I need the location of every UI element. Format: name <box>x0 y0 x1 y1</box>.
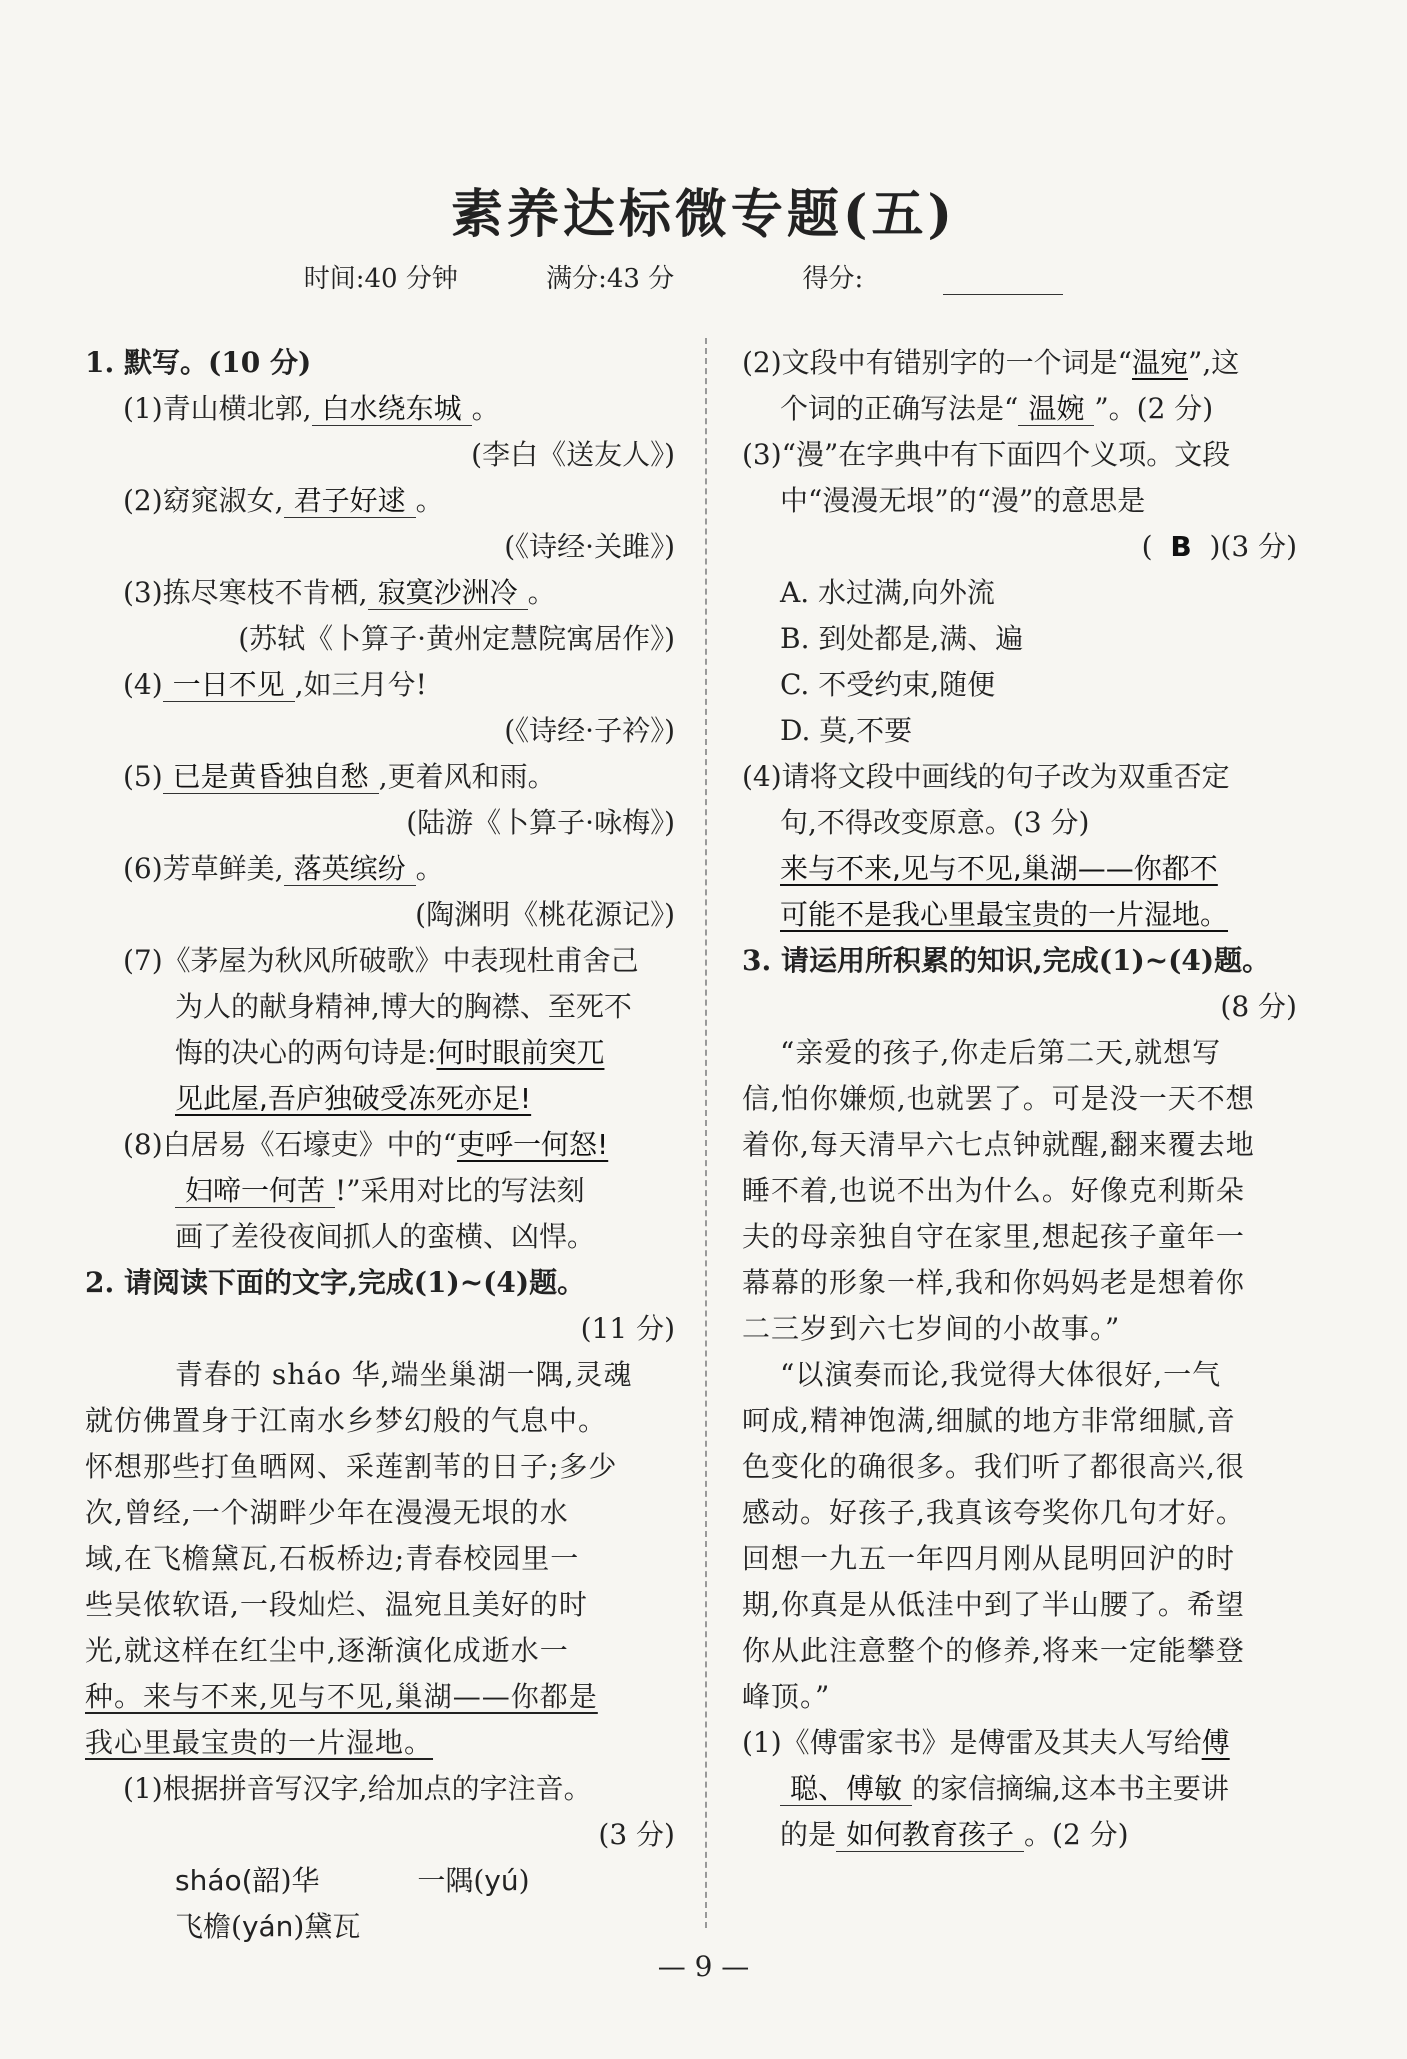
q1-2-source: (《诗经·关雎》) <box>504 530 675 563</box>
q1-8-answer-b: 妇啼一何苦 <box>175 1174 335 1208</box>
q2-passage-line: 些吴侬软语,一段灿烂、温宛且美好的时 <box>85 1588 588 1621</box>
q3-passage-line: 你从此注意整个的修养,将来一定能攀登 <box>742 1634 1245 1667</box>
q1-2-post: 。 <box>415 484 444 517</box>
q3-passage-line: 感动。好孩子,我真该夸奖你几句才好。 <box>742 1496 1245 1529</box>
q2-passage-line: 怀想那些打鱼晒网、采莲割苇的日子;多少 <box>85 1450 618 1483</box>
q1-8-line-1 <box>85 1122 675 1168</box>
q1-7-answer-b: 见此屋,吾庐独破受冻死亦足! <box>175 1082 532 1115</box>
q2-sub2-points: ”。(2 分) <box>1094 392 1214 425</box>
q1-item-4 <box>85 662 675 708</box>
q1-3-answer: 寂寞沙洲冷 <box>368 576 528 610</box>
q3-passage-line: 期,你真是从低洼中到了半山腰了。希望 <box>742 1588 1245 1621</box>
q1-8-line-2 <box>85 1168 675 1214</box>
q1-4-source: (《诗经·子衿》) <box>504 714 675 747</box>
q1-1-answer: 白水绕东城 <box>312 392 472 426</box>
q1-7-line-2: 为人的献身精神,博大的胸襟、至死不 <box>175 990 632 1023</box>
q2-sub1-row-2 <box>85 1904 675 1950</box>
score-label: 得分: <box>802 264 864 294</box>
q2-sub4-line-1: (4)请将文段中画线的句子改为双重否定 <box>742 760 1230 793</box>
q1-item-3 <box>85 570 675 616</box>
column-divider <box>705 338 707 1928</box>
q2-passage-line: 光,就这样在红尘中,逐渐演化成逝水一 <box>85 1634 569 1667</box>
q2-passage-underlined-line: 种。来与不来,见与不见,巢湖——你都是 <box>85 1680 598 1713</box>
q1-5-text: (5) <box>123 760 163 793</box>
q1-5-source: (陆游《卜算子·咏梅》) <box>406 806 675 839</box>
q2-passage-line: 域,在飞檐黛瓦,石板桥边;青春校园里一 <box>85 1542 580 1575</box>
q2-sub2-wrong-word: 温宛 <box>1131 346 1188 379</box>
q2-passage-line: 就仿佛置身于江南水乡梦幻般的气息中。 <box>85 1404 608 1437</box>
q2-sub1-points: (3 分) <box>598 1818 675 1851</box>
q1-item-6 <box>85 846 675 892</box>
full-score: 满分:43 分 <box>546 264 675 294</box>
q1-7-answer-a: 何时眼前突兀 <box>436 1036 605 1069</box>
q1-heading: 1. 默写。(10 分) <box>85 346 312 379</box>
q1-1-text: (1)青山横北郭, <box>123 392 312 425</box>
q2-sub3-line-2: 中“漫漫无垠”的“漫”的意思是 <box>780 484 1146 517</box>
q3-sub1-points: 。(2 分) <box>1024 1818 1129 1851</box>
q2-sub1-a-post: )华 <box>280 1864 320 1897</box>
q2-passage <box>85 1352 675 1766</box>
q2-sub1-c-answer: yán <box>241 1910 294 1943</box>
q1-item-5 <box>85 754 675 800</box>
q1-8-prompt: (8)白居易《石壕吏》中的“ <box>123 1128 457 1161</box>
q1-1-source: (李白《送友人》) <box>471 438 675 471</box>
q1-8-post: !”采用对比的写法刻 <box>335 1174 585 1207</box>
q1-3-text: (3)拣尽寒枝不肯栖, <box>123 576 368 609</box>
q2-sub1-a-answer: 韶 <box>252 1864 281 1897</box>
q2-sub1-a-pinyin: sháo( <box>175 1864 253 1897</box>
q1-3-source: (苏轼《卜算子·黄州定慧院寓居作》) <box>238 622 675 655</box>
q1-1-post: 。 <box>471 392 500 425</box>
q3-passage-line: 峰顶。” <box>742 1680 831 1713</box>
q3-sub1-line-3 <box>742 1812 1297 1858</box>
q1-4-answer: 一日不见 <box>163 668 295 702</box>
q1-8-line-3: 画了差役夜间抓人的蛮横、凶悍。 <box>175 1220 596 1253</box>
q3-passage-line: 睡不着,也说不出为什么。好像克利斯朵 <box>742 1174 1245 1207</box>
right-column <box>742 340 1297 1858</box>
q1-5-post: ,更着风和雨。 <box>378 760 556 793</box>
q2-sub1-c-word: 飞檐( <box>175 1910 242 1943</box>
q2-sub3-line-1: (3)“漫”在字典中有下面四个义项。文段 <box>742 438 1231 471</box>
q2-passage-line: 次,曾经,一个湖畔少年在漫漫无垠的水 <box>85 1496 569 1529</box>
time-limit: 时间:40 分钟 <box>303 264 458 294</box>
q1-7-line-4 <box>85 1076 675 1122</box>
q3-sub1-line-1 <box>742 1720 1297 1766</box>
q2-sub1-b-answer: yú <box>484 1864 519 1897</box>
score-field <box>762 264 1103 294</box>
q1-7-prompt: 悔的决心的两句诗是: <box>175 1036 437 1069</box>
q2-sub3-option-c: C. 不受约束,随便 <box>780 668 996 701</box>
q3-passage-line: 回想一九五一年四月刚从昆明回沪的时 <box>742 1542 1236 1575</box>
q3-sub1-prompt-2: 的是 <box>780 1818 837 1851</box>
q2-sub1-b-post: ) <box>518 1864 530 1897</box>
q2-sub3-answer: B <box>1170 530 1192 563</box>
q3-passage-line: 幕幕的形象一样,我和你妈妈老是想着你 <box>742 1266 1245 1299</box>
q2-heading: 2. 请阅读下面的文字,完成(1)~(4)题。 <box>85 1266 586 1299</box>
q3-passage-line: “亲爱的孩子,你走后第二天,就想写 <box>780 1036 1222 1069</box>
q2-sub2-prompt: (2)文段中有错别字的一个词是“ <box>742 346 1132 379</box>
q1-7-line-1: (7)《茅屋为秋风所破歌》中表现杜甫舍己 <box>123 944 639 977</box>
q2-sub3-answer-row: ( B )(3 分) <box>1141 530 1297 563</box>
q1-4-text: (4) <box>123 668 163 701</box>
q3-passage-line: 夫的母亲独自守在家里,想起孩子童年一 <box>742 1220 1245 1253</box>
exam-meta <box>0 258 1407 295</box>
page-title: 素养达标微专题(五) <box>450 184 957 245</box>
q3-sub1-post: 的家信摘编,这本书主要讲 <box>912 1772 1229 1805</box>
q1-6-text: (6)芳草鲜美, <box>123 852 284 885</box>
q1-8-answer-a: 吏呼一何怒! <box>456 1128 609 1161</box>
q1-item-2 <box>85 478 675 524</box>
q2-sub1-prompt: (1)根据拼音写汉字,给加点的字注音。 <box>123 1772 592 1805</box>
q3-passage-line: “以演奏而论,我觉得大体很好,一气 <box>780 1358 1222 1391</box>
q1-7-line-3 <box>85 1030 675 1076</box>
page-number: — 9 — <box>657 1950 750 1983</box>
q2-passage-underlined-line: 我心里最宝贵的一片湿地。 <box>85 1726 434 1759</box>
q2-sub1-b-word: 一隅( <box>417 1864 485 1897</box>
q1-2-text: (2)窈窕淑女, <box>123 484 284 517</box>
q2-sub2-line-2 <box>742 386 1297 432</box>
q2-points: (11 分) <box>580 1312 675 1345</box>
q3-sub1-line-2 <box>742 1766 1297 1812</box>
q2-sub3-option-d: D. 莫,不要 <box>780 714 913 747</box>
q3-sub1-prompt: (1)《傅雷家书》是傅雷及其夫人写给 <box>742 1726 1202 1759</box>
left-column <box>85 340 675 1950</box>
q2-sub2-prompt-2: 个词的正确写法是“ <box>780 392 1019 425</box>
score-blank <box>943 272 1063 295</box>
q2-sub3-points: )(3 分) <box>1209 530 1297 563</box>
q1-item-1 <box>85 386 675 432</box>
q1-4-post: ,如三月兮! <box>294 668 427 701</box>
q3-passage <box>742 1030 1297 1720</box>
q3-sub1-answer-a: 傅 <box>1201 1726 1230 1759</box>
q2-sub4-answer-line-1: 来与不来,见与不见,巢湖——你都不 <box>780 852 1218 885</box>
q3-passage-line: 着你,每天清早六七点钟就醒,翻来覆去地 <box>742 1128 1255 1161</box>
q1-6-source: (陶渊明《桃花源记》) <box>415 898 675 931</box>
q2-sub1-c-post: )黛瓦 <box>293 1910 361 1943</box>
q1-2-answer: 君子好逑 <box>284 484 416 518</box>
q2-sub3-option-a: A. 水过满,向外流 <box>780 576 995 609</box>
q3-sub1-answer-b: 聪、傅敏 <box>780 1772 912 1806</box>
q1-5-answer: 已是黄昏独自愁 <box>163 760 379 794</box>
q1-6-answer: 落英缤纷 <box>284 852 416 886</box>
q3-passage-line: 色变化的确很多。我们听了都很高兴,很 <box>742 1450 1245 1483</box>
q3-points: (8 分) <box>1220 990 1297 1023</box>
q2-sub2-post: ”,这 <box>1188 346 1240 379</box>
q3-heading: 3. 请运用所积累的知识,完成(1)~(4)题。 <box>742 944 1271 977</box>
q1-6-post: 。 <box>415 852 444 885</box>
q1-3-post: 。 <box>527 576 556 609</box>
q2-passage-line: 青春的 sháo 华,端坐巢湖一隅,灵魂 <box>175 1358 633 1391</box>
q2-sub2-line-1 <box>742 340 1297 386</box>
q2-sub2-answer: 温婉 <box>1018 392 1094 426</box>
q2-sub1-row-1 <box>85 1858 675 1904</box>
q3-passage-line: 呵成,精神饱满,细腻的地方非常细腻,音 <box>742 1404 1236 1437</box>
q2-sub4-answer-line-2: 可能不是我心里最宝贵的一片湿地。 <box>780 898 1229 931</box>
q3-passage-line: 信,怕你嫌烦,也就罢了。可是没一天不想 <box>742 1082 1255 1115</box>
q3-passage-line: 二三岁到六七岁间的小故事。” <box>742 1312 1121 1345</box>
q2-sub3-option-b: B. 到处都是,满、遍 <box>780 622 1024 655</box>
q2-sub4-line-2: 句,不得改变原意。(3 分) <box>780 806 1090 839</box>
q3-sub1-answer-c: 如何教育孩子 <box>836 1818 1024 1852</box>
